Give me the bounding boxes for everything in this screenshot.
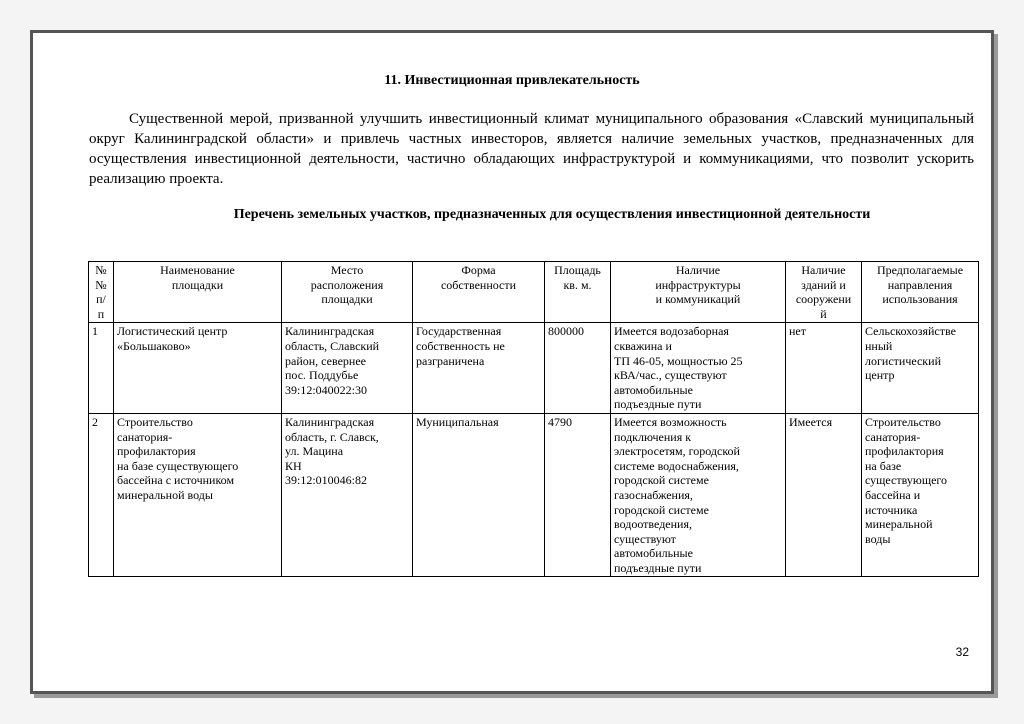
- header-name: Наименование площадки: [114, 262, 282, 323]
- cell-area: 800000: [545, 323, 611, 414]
- cell-ownership: Государственная собственность не разграничена: [413, 323, 545, 414]
- cell-ownership: Муниципальная: [413, 413, 545, 577]
- page-number: 32: [955, 645, 969, 659]
- list-title: Перечень земельных участков, предназначенных для осуществления инвестиционной деятельности: [233, 207, 871, 222]
- cell-area: 4790: [545, 413, 611, 577]
- table-row: [89, 323, 979, 414]
- cell-number: 2: [89, 413, 114, 577]
- intro-paragraph: Существенной мерой, призванной улучшить инвестиционный климат муниципального образования «Славский муниципальный округ Калининградской области» и привлечь частных инвесторов, является наличие земельных участков, предназначенных для осуществления инвестиционной деятельности, частично обладающих инфраструктурой и коммуникациями, что позволит ускорить реализацию проекта.: [89, 111, 974, 187]
- cell-location: Калининградская область, Славский район, севернее пос. Поддубье 39:12:040022:30: [282, 323, 413, 414]
- cell-purpose: Строительство санатория- профилактория на базе существующего бассейна и источника минеральной воды: [862, 413, 979, 577]
- table-row: [89, 413, 979, 577]
- cell-buildings: Имеется: [786, 413, 862, 577]
- header-area: Площадь кв. м.: [545, 262, 611, 323]
- cell-name: Логистический центр «Большаково»: [114, 323, 282, 414]
- section-heading: 11. Инвестиционная привлекательность: [384, 73, 640, 88]
- cell-infrastructure: Имеется водозаборная скважина и ТП 46-05, мощностью 25 кВА/час., существуют автомобильные подъездные пути: [611, 323, 786, 414]
- cell-location: Калининградская область, г. Славск, ул. Мацина КН 39:12:010046:82: [282, 413, 413, 577]
- header-purpose: Предполагаемые направления использования: [862, 262, 979, 323]
- cell-name: Строительство санатория- профилактория на базе существующего бассейна с источником минеральной воды: [114, 413, 282, 577]
- header-ownership: Форма собственности: [413, 262, 545, 323]
- table-header-row: [89, 262, 979, 323]
- header-buildings: Наличие зданий и сооружени й: [786, 262, 862, 323]
- cell-buildings: нет: [786, 323, 862, 414]
- cell-purpose: Сельскохозяйстве нный логистический центр: [862, 323, 979, 414]
- cell-number: 1: [89, 323, 114, 414]
- land-plots-table: [88, 261, 979, 577]
- header-infrastructure: Наличие инфраструктуры и коммуникаций: [611, 262, 786, 323]
- document-page: [30, 30, 994, 694]
- header-location: Место расположения площадки: [282, 262, 413, 323]
- header-number: № № п/ п: [89, 262, 114, 323]
- cell-infrastructure: Имеется возможность подключения к электросетям, городской системе водоснабжения, городской системе газоснабжения, городской системе водоотведения, существуют автомобильные подъездные пути: [611, 413, 786, 577]
